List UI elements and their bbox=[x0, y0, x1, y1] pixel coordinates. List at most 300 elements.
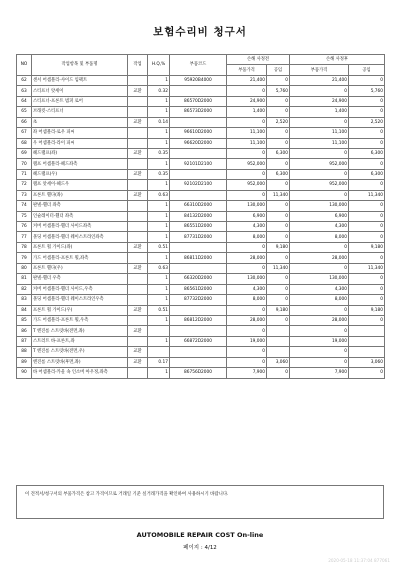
parts-price-after: 0 bbox=[290, 86, 349, 96]
table-row bbox=[17, 128, 385, 138]
labor-before: 6,300 bbox=[267, 148, 290, 158]
work-type: 교환 bbox=[128, 190, 148, 200]
parts-price-after: 11,100 bbox=[290, 138, 349, 148]
hq-value: 1 bbox=[148, 295, 170, 305]
labor-after: 0 bbox=[349, 368, 385, 378]
labor-after bbox=[349, 347, 385, 357]
row-no: 89 bbox=[17, 357, 32, 367]
labor-after: 9,180 bbox=[349, 305, 385, 315]
item-name: 램프 어셈블리-헤드좌측 bbox=[32, 159, 128, 169]
hq-value: 0.51 bbox=[148, 242, 170, 252]
parts-price-after: 28,000 bbox=[290, 253, 349, 263]
labor-after: 0 bbox=[349, 284, 385, 294]
hq-value bbox=[148, 347, 170, 357]
labor-after: 0 bbox=[349, 159, 385, 169]
parts-price-before: 952,000 bbox=[227, 180, 267, 190]
parts-price-before: 0 bbox=[227, 190, 267, 200]
labor-before: 2,520 bbox=[267, 117, 290, 127]
table-row bbox=[17, 138, 385, 148]
parts-price-after: 8,000 bbox=[290, 232, 349, 242]
parts-price-after: 24,900 bbox=[290, 96, 349, 106]
parts-price-after: 8,000 bbox=[290, 295, 349, 305]
labor-before: 0 bbox=[267, 368, 290, 378]
footer-title: AUTOMOBILE REPAIR COST On-line bbox=[136, 531, 264, 539]
work-type: 교환 bbox=[128, 242, 148, 252]
labor-after: 0 bbox=[349, 315, 385, 325]
item-name: 인슐레이터-휀더 좌측 bbox=[32, 211, 128, 221]
header-hq: H.Q,% bbox=[148, 55, 170, 76]
work-type: 교환 bbox=[128, 347, 148, 357]
parts-price-before: 28,000 bbox=[227, 253, 267, 263]
header-labor-after: 공임 bbox=[349, 65, 385, 75]
table-row bbox=[17, 211, 385, 221]
labor-after: 0 bbox=[349, 211, 385, 221]
table-row bbox=[17, 315, 385, 325]
parts-price-after: 0 bbox=[290, 190, 349, 200]
part-code bbox=[170, 357, 227, 367]
hq-value: 1 bbox=[148, 159, 170, 169]
part-code: 92102D2100 bbox=[170, 180, 227, 190]
parts-price-after: 4,300 bbox=[290, 222, 349, 232]
part-code: 96620D2000 bbox=[170, 138, 227, 148]
labor-after: 2,520 bbox=[349, 117, 385, 127]
part-code: 86551D2000 bbox=[170, 222, 227, 232]
table-row bbox=[17, 347, 385, 357]
labor-before bbox=[267, 336, 290, 346]
item-name: 좌 어셈블리-로우 피씨 bbox=[32, 128, 128, 138]
part-code bbox=[170, 305, 227, 315]
header-parts-price-after: 부품가격 bbox=[290, 65, 349, 75]
work-type bbox=[128, 222, 148, 232]
row-no: 72 bbox=[17, 180, 32, 190]
work-type bbox=[128, 274, 148, 284]
parts-price-after: 0 bbox=[290, 148, 349, 158]
work-type bbox=[128, 368, 148, 378]
parts-price-after: 28,000 bbox=[290, 315, 349, 325]
parts-price-after: 7,900 bbox=[290, 368, 349, 378]
row-no: 87 bbox=[17, 336, 32, 346]
work-type: 교환 bbox=[128, 263, 148, 273]
parts-price-before: 4,300 bbox=[227, 284, 267, 294]
row-no: 67 bbox=[17, 128, 32, 138]
row-no: 75 bbox=[17, 211, 32, 221]
labor-before: 6,300 bbox=[267, 169, 290, 179]
part-code bbox=[170, 117, 227, 127]
hq-value: 1 bbox=[148, 75, 170, 85]
header-item-name: 작업항목 및 부품명 bbox=[32, 55, 128, 76]
table-row bbox=[17, 274, 385, 284]
part-code: 86756D2000 bbox=[170, 368, 227, 378]
parts-price-after: 1,400 bbox=[290, 107, 349, 117]
parts-price-before: 24,900 bbox=[227, 96, 267, 106]
hq-value: 0.63 bbox=[148, 263, 170, 273]
parts-price-before: 130,000 bbox=[227, 201, 267, 211]
parts-price-before: 0 bbox=[227, 263, 267, 273]
header-work: 작업 bbox=[128, 55, 148, 76]
table-row bbox=[17, 232, 385, 242]
labor-after: 6,300 bbox=[349, 169, 385, 179]
hq-value: 0.32 bbox=[148, 86, 170, 96]
item-name: 헤드램프(우) bbox=[32, 169, 128, 179]
row-no: 76 bbox=[17, 222, 32, 232]
estimate-table bbox=[16, 54, 385, 379]
hq-value: 1 bbox=[148, 253, 170, 263]
labor-after: 0 bbox=[349, 253, 385, 263]
parts-price-after: 6,900 bbox=[290, 211, 349, 221]
hq-value: 1 bbox=[148, 211, 170, 221]
labor-before bbox=[267, 326, 290, 336]
labor-after bbox=[349, 326, 385, 336]
item-name: 바 어셈블리-카울 속 인소버 아우정,좌측 bbox=[32, 368, 128, 378]
labor-after: 0 bbox=[349, 96, 385, 106]
labor-before: 11,340 bbox=[267, 190, 290, 200]
parts-price-after: 130,000 bbox=[290, 201, 349, 211]
page-indicator: 페이지 : 4/12 bbox=[183, 545, 217, 551]
labor-before: 0 bbox=[267, 274, 290, 284]
item-name: 판넬-휀더 우측 bbox=[32, 274, 128, 284]
labor-before: 0 bbox=[267, 180, 290, 190]
parts-price-after: 952,000 bbox=[290, 159, 349, 169]
table-row bbox=[17, 180, 385, 190]
parts-price-before: 11,100 bbox=[227, 128, 267, 138]
parts-price-before: 8,000 bbox=[227, 232, 267, 242]
item-name: 몰딩 어셈블리-휀더 웨이스트라인우측 bbox=[32, 295, 128, 305]
item-name: 프론트 휠 가이드(우) bbox=[32, 305, 128, 315]
table-row bbox=[17, 326, 385, 336]
table-row bbox=[17, 253, 385, 263]
part-code: 84132D2000 bbox=[170, 211, 227, 221]
item-name: 커버 어셈블리-휀더 사이드,우측 bbox=[32, 284, 128, 294]
table-row bbox=[17, 86, 385, 96]
header-part-code: 부품코드 bbox=[170, 55, 227, 76]
table-row bbox=[17, 222, 385, 232]
hq-value: 1 bbox=[148, 201, 170, 211]
labor-before: 0 bbox=[267, 284, 290, 294]
labor-before: 0 bbox=[267, 159, 290, 169]
labor-before: 0 bbox=[267, 128, 290, 138]
table-row bbox=[17, 263, 385, 273]
hq-value: 1 bbox=[148, 315, 170, 325]
labor-after: 3,060 bbox=[349, 357, 385, 367]
parts-price-before: 11,100 bbox=[227, 138, 267, 148]
item-name: 엔진룸 스트럿바(후면,좌) bbox=[32, 357, 128, 367]
work-type bbox=[128, 211, 148, 221]
work-type: 교환 bbox=[128, 169, 148, 179]
part-code: 95920B4000 bbox=[170, 75, 227, 85]
parts-price-before: 0 bbox=[227, 86, 267, 96]
table-row bbox=[17, 295, 385, 305]
part-code bbox=[170, 169, 227, 179]
parts-price-before: 0 bbox=[227, 148, 267, 158]
item-name: 스트러트 바-프론트,좌 bbox=[32, 336, 128, 346]
row-no: 69 bbox=[17, 148, 32, 158]
work-type bbox=[128, 138, 148, 148]
work-type bbox=[128, 96, 148, 106]
item-name: 프론트 휀다(우) bbox=[32, 263, 128, 273]
part-code bbox=[170, 86, 227, 96]
row-no: 88 bbox=[17, 347, 32, 357]
parts-price-after: 0 bbox=[290, 117, 349, 127]
labor-before: 0 bbox=[267, 75, 290, 85]
labor-before: 9,180 bbox=[267, 305, 290, 315]
parts-price-before: 21,400 bbox=[227, 75, 267, 85]
parts-price-before: 19,000 bbox=[227, 336, 267, 346]
parts-price-after: 0 bbox=[290, 305, 349, 315]
table-row bbox=[17, 107, 385, 117]
table-row bbox=[17, 190, 385, 200]
part-code bbox=[170, 242, 227, 252]
parts-price-after: 4,300 bbox=[290, 284, 349, 294]
item-name: 가드 어셈블리-프론트 휠,좌측 bbox=[32, 253, 128, 263]
row-no: 83 bbox=[17, 295, 32, 305]
row-no: 63 bbox=[17, 86, 32, 96]
item-name: 브래킷-스티프너 bbox=[32, 107, 128, 117]
parts-price-before: 0 bbox=[227, 305, 267, 315]
header-before-assessment: 손해 사정전 bbox=[227, 55, 290, 65]
hq-value: 1 bbox=[148, 180, 170, 190]
labor-after: 9,180 bbox=[349, 242, 385, 252]
row-no: 71 bbox=[17, 169, 32, 179]
labor-before bbox=[267, 347, 290, 357]
work-type: 교환 bbox=[128, 305, 148, 315]
table-row bbox=[17, 75, 385, 85]
labor-before: 0 bbox=[267, 232, 290, 242]
header-labor-before: 공임 bbox=[267, 65, 290, 75]
hq-value: 1 bbox=[148, 274, 170, 284]
hq-value: 0.35 bbox=[148, 169, 170, 179]
labor-after: 0 bbox=[349, 138, 385, 148]
item-name: 커버 어셈블리-휀더 사이드좌측 bbox=[32, 222, 128, 232]
part-code: 87731D2000 bbox=[170, 232, 227, 242]
item-name: T 엔진룸 스트럿바(전면,좌) bbox=[32, 326, 128, 336]
labor-after: 0 bbox=[349, 222, 385, 232]
table-row bbox=[17, 284, 385, 294]
hq-value: 0.14 bbox=[148, 117, 170, 127]
work-type: 교환 bbox=[128, 86, 148, 96]
labor-before: 0 bbox=[267, 253, 290, 263]
parts-price-before: 952,000 bbox=[227, 159, 267, 169]
work-type bbox=[128, 232, 148, 242]
parts-price-before: 0 bbox=[227, 347, 267, 357]
row-no: 82 bbox=[17, 284, 32, 294]
hq-value: 1 bbox=[148, 284, 170, 294]
labor-after: 5,760 bbox=[349, 86, 385, 96]
parts-price-after: 11,100 bbox=[290, 128, 349, 138]
parts-price-after: 0 bbox=[290, 169, 349, 179]
item-name: 몰딩 어셈블리-휀더 웨이스트라인좌측 bbox=[32, 232, 128, 242]
table-row bbox=[17, 357, 385, 367]
hq-value: 0.17 bbox=[148, 357, 170, 367]
item-name: 스티프너 앗세이 bbox=[32, 86, 128, 96]
work-type bbox=[128, 336, 148, 346]
labor-before: 3,060 bbox=[267, 357, 290, 367]
print-timestamp: 2020-05-18 11:37:04 877061 bbox=[328, 558, 390, 563]
labor-before: 5,760 bbox=[267, 86, 290, 96]
price-notice: 이 견적서/청구서의 부품가격은 참고 가격이므로 거래일 기준 실거래가격을 확인하여 사용하시기 바랍니다. bbox=[16, 485, 384, 519]
row-no: 90 bbox=[17, 368, 32, 378]
work-type bbox=[128, 107, 148, 117]
item-name: 판넬-휀더 좌측 bbox=[32, 201, 128, 211]
item-name: 우 어셈블리-라이 피씨 bbox=[32, 138, 128, 148]
item-name: 스티프너-프론트 범퍼 로어 bbox=[32, 96, 128, 106]
part-code bbox=[170, 347, 227, 357]
parts-price-before: 0 bbox=[227, 357, 267, 367]
row-no: 85 bbox=[17, 315, 32, 325]
header-parts-price-before: 부품가격 bbox=[227, 65, 267, 75]
item-name: 센서 어셈블리-사이드 임팩트 bbox=[32, 75, 128, 85]
table-row bbox=[17, 368, 385, 378]
part-code: 86811D2000 bbox=[170, 253, 227, 263]
labor-after: 0 bbox=[349, 295, 385, 305]
labor-before: 0 bbox=[267, 295, 290, 305]
parts-price-before: 4,300 bbox=[227, 222, 267, 232]
work-type bbox=[128, 295, 148, 305]
work-type bbox=[128, 315, 148, 325]
parts-price-after: 0 bbox=[290, 263, 349, 273]
table-row bbox=[17, 169, 385, 179]
parts-price-after: 952,000 bbox=[290, 180, 349, 190]
labor-after: 6,300 bbox=[349, 148, 385, 158]
labor-after: 11,340 bbox=[349, 190, 385, 200]
table-row bbox=[17, 117, 385, 127]
hq-value: 1 bbox=[148, 96, 170, 106]
parts-price-before: 0 bbox=[227, 242, 267, 252]
hq-value: 0.51 bbox=[148, 305, 170, 315]
work-type: 교환 bbox=[128, 148, 148, 158]
labor-before: 0 bbox=[267, 201, 290, 211]
part-code bbox=[170, 148, 227, 158]
hq-value: 1 bbox=[148, 138, 170, 148]
part-code: 66320D2000 bbox=[170, 274, 227, 284]
item-name: 가드 어셈블리-프론트 휠,우측 bbox=[32, 315, 128, 325]
hq-value: 1 bbox=[148, 128, 170, 138]
part-code: 66872D2000 bbox=[170, 336, 227, 346]
table-row bbox=[17, 148, 385, 158]
row-no: 74 bbox=[17, 201, 32, 211]
work-type bbox=[128, 284, 148, 294]
labor-after: 0 bbox=[349, 180, 385, 190]
work-type bbox=[128, 128, 148, 138]
parts-price-after: 0 bbox=[290, 357, 349, 367]
labor-before: 0 bbox=[267, 211, 290, 221]
labor-after bbox=[349, 336, 385, 346]
hq-value: 1 bbox=[148, 336, 170, 346]
part-code: 92101D2100 bbox=[170, 159, 227, 169]
row-no: 65 bbox=[17, 107, 32, 117]
work-type bbox=[128, 159, 148, 169]
hq-value: 1 bbox=[148, 232, 170, 242]
part-code: 96610D2000 bbox=[170, 128, 227, 138]
parts-price-after: 130,000 bbox=[290, 274, 349, 284]
labor-before: 11,340 bbox=[267, 263, 290, 273]
part-code bbox=[170, 263, 227, 273]
labor-after: 0 bbox=[349, 201, 385, 211]
row-no: 81 bbox=[17, 274, 32, 284]
part-code: 86812D2000 bbox=[170, 315, 227, 325]
row-no: 70 bbox=[17, 159, 32, 169]
parts-price-before: 8,000 bbox=[227, 295, 267, 305]
labor-before: 0 bbox=[267, 315, 290, 325]
labor-before: 0 bbox=[267, 138, 290, 148]
hq-value: 0.35 bbox=[148, 148, 170, 158]
row-no: 73 bbox=[17, 190, 32, 200]
part-code: 86573D2000 bbox=[170, 107, 227, 117]
work-type: 교환 bbox=[128, 326, 148, 336]
item-name: 헤드램프(좌) bbox=[32, 148, 128, 158]
labor-before: 9,180 bbox=[267, 242, 290, 252]
table-row bbox=[17, 242, 385, 252]
hq-value: 1 bbox=[148, 368, 170, 378]
parts-price-after: 0 bbox=[290, 347, 349, 357]
row-no: 79 bbox=[17, 253, 32, 263]
labor-before: 0 bbox=[267, 107, 290, 117]
parts-price-before: 1,400 bbox=[227, 107, 267, 117]
labor-after: 11,340 bbox=[349, 263, 385, 273]
header-after-assessment: 손해 사정후 bbox=[290, 55, 385, 65]
part-code: 66310D2000 bbox=[170, 201, 227, 211]
labor-after: 0 bbox=[349, 274, 385, 284]
work-type: 교환 bbox=[128, 357, 148, 367]
labor-after: 0 bbox=[349, 128, 385, 138]
table-row bbox=[17, 201, 385, 211]
work-type bbox=[128, 201, 148, 211]
part-code: 86570D2000 bbox=[170, 96, 227, 106]
table-row bbox=[17, 159, 385, 169]
labor-before: 0 bbox=[267, 96, 290, 106]
labor-before: 0 bbox=[267, 222, 290, 232]
work-type bbox=[128, 75, 148, 85]
labor-after: 0 bbox=[349, 232, 385, 242]
hq-value bbox=[148, 326, 170, 336]
document-title: 보험수리비 청구서 bbox=[153, 26, 247, 38]
parts-price-after: 19,000 bbox=[290, 336, 349, 346]
row-no: 86 bbox=[17, 326, 32, 336]
header-no: NO bbox=[17, 55, 32, 76]
parts-price-after: 21,400 bbox=[290, 75, 349, 85]
parts-price-before: 6,900 bbox=[227, 211, 267, 221]
item-name: 초 bbox=[32, 117, 128, 127]
parts-price-before: 0 bbox=[227, 169, 267, 179]
table-row bbox=[17, 96, 385, 106]
hq-value: 0.63 bbox=[148, 190, 170, 200]
parts-price-before: 0 bbox=[227, 326, 267, 336]
parts-price-before: 0 bbox=[227, 117, 267, 127]
labor-after: 0 bbox=[349, 75, 385, 85]
part-code bbox=[170, 190, 227, 200]
parts-price-after: 0 bbox=[290, 242, 349, 252]
row-no: 78 bbox=[17, 242, 32, 252]
parts-price-after: 0 bbox=[290, 326, 349, 336]
table-row bbox=[17, 305, 385, 315]
item-name: 프론트 휠 가이드(좌) bbox=[32, 242, 128, 252]
row-no: 80 bbox=[17, 263, 32, 273]
labor-after: 0 bbox=[349, 107, 385, 117]
item-name: T 엔진룸 스트럿바(전면,우) bbox=[32, 347, 128, 357]
work-type: 교환 bbox=[128, 117, 148, 127]
table-row bbox=[17, 336, 385, 346]
item-name: 프론트 휀다(좌) bbox=[32, 190, 128, 200]
row-no: 84 bbox=[17, 305, 32, 315]
row-no: 77 bbox=[17, 232, 32, 242]
parts-price-before: 28,000 bbox=[227, 315, 267, 325]
parts-price-before: 130,000 bbox=[227, 274, 267, 284]
work-type bbox=[128, 253, 148, 263]
part-code bbox=[170, 326, 227, 336]
hq-value: 1 bbox=[148, 222, 170, 232]
row-no: 64 bbox=[17, 96, 32, 106]
work-type bbox=[128, 180, 148, 190]
parts-price-before: 7,900 bbox=[227, 368, 267, 378]
